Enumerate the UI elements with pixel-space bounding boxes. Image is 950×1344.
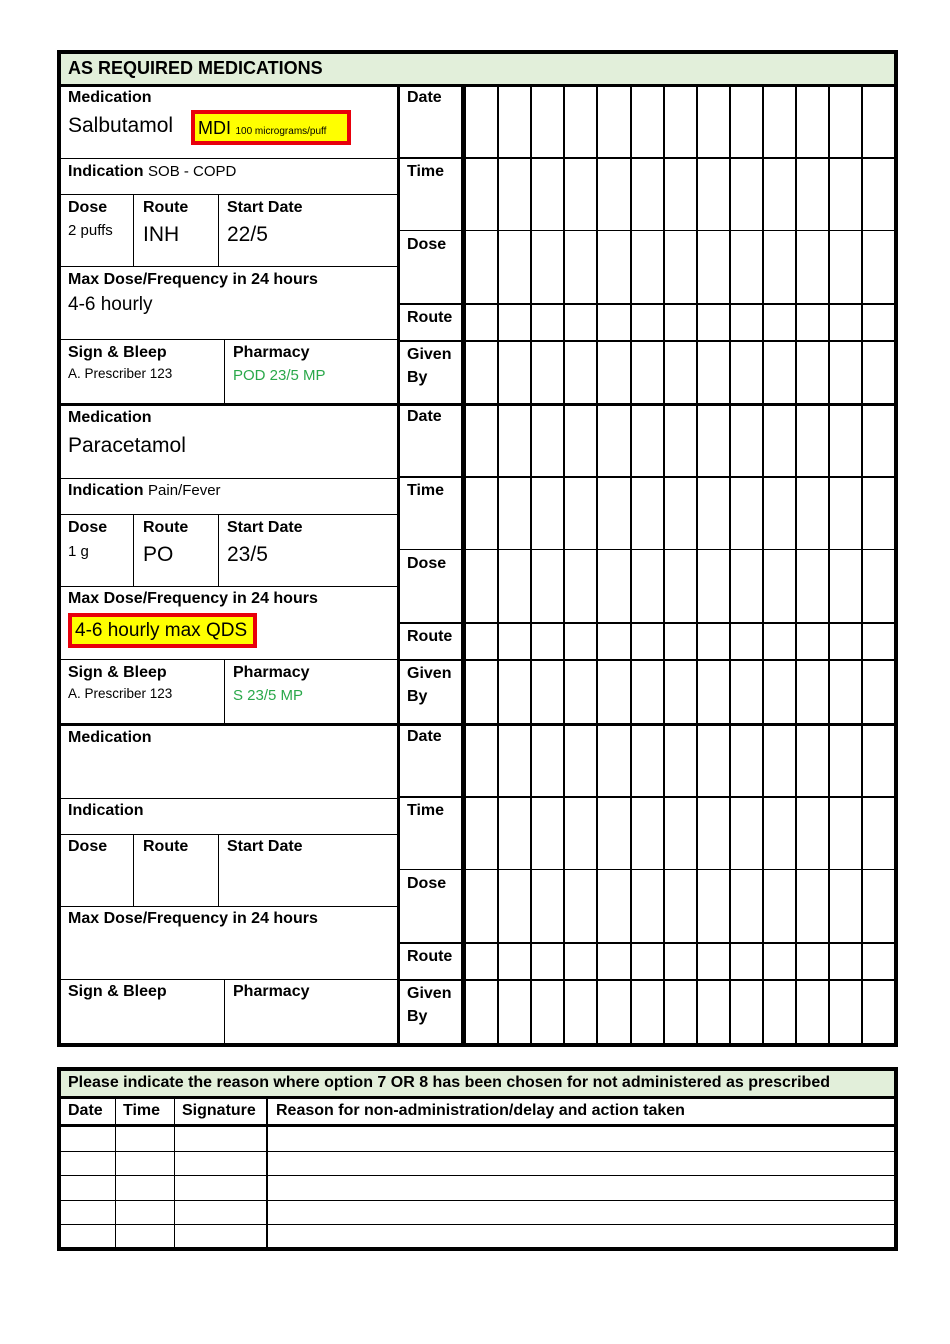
- reason-col-reason: Reason for non-administration/delay and action taken: [276, 1102, 685, 1119]
- administration-cell[interactable]: [499, 478, 530, 549]
- administration-cell[interactable]: [797, 798, 828, 869]
- administration-cell[interactable]: [532, 944, 563, 979]
- grid-row-line: [400, 549, 894, 550]
- start-date-label: Start Date: [227, 199, 303, 216]
- administration-cell[interactable]: [731, 725, 762, 796]
- sign-bleep-label: Sign & Bleep: [68, 344, 167, 361]
- reason-cell[interactable]: [268, 1176, 894, 1199]
- grid-label-route: Route: [407, 948, 453, 965]
- administration-cell[interactable]: [698, 551, 729, 622]
- administration-cell[interactable]: [532, 305, 563, 340]
- grid-label-date: Date: [407, 89, 442, 106]
- administration-cell[interactable]: [632, 551, 663, 622]
- administration-cell[interactable]: [863, 478, 894, 549]
- administration-cell[interactable]: [665, 624, 696, 659]
- administration-cell[interactable]: [532, 981, 563, 1044]
- indication-value: SOB - COPD: [148, 163, 237, 180]
- administration-cell[interactable]: [731, 661, 762, 723]
- administration-cell[interactable]: [499, 944, 530, 979]
- administration-cell[interactable]: [532, 871, 563, 942]
- reason-cell[interactable]: [175, 1201, 268, 1224]
- administration-cell[interactable]: [731, 232, 762, 303]
- administration-cell[interactable]: [665, 405, 696, 476]
- administration-cell[interactable]: [797, 725, 828, 796]
- administration-cell[interactable]: [499, 86, 530, 157]
- administration-cell[interactable]: [632, 478, 663, 549]
- medication-label: Medication: [68, 729, 152, 746]
- administration-cell[interactable]: [830, 405, 861, 476]
- administration-cell[interactable]: [632, 798, 663, 869]
- administration-cell[interactable]: [731, 342, 762, 403]
- administration-cell[interactable]: [764, 342, 795, 403]
- administration-cell[interactable]: [797, 478, 828, 549]
- administration-cell[interactable]: [665, 871, 696, 942]
- administration-cell[interactable]: [466, 981, 497, 1044]
- reason-cell[interactable]: [175, 1128, 268, 1151]
- administration-cell[interactable]: [830, 871, 861, 942]
- reason-cell[interactable]: [268, 1152, 894, 1175]
- administration-cell[interactable]: [830, 981, 861, 1044]
- administration-cell[interactable]: [797, 159, 828, 230]
- administration-cell[interactable]: [598, 305, 630, 340]
- administration-cell[interactable]: [532, 725, 563, 796]
- administration-cell[interactable]: [466, 944, 497, 979]
- administration-cell[interactable]: [598, 478, 630, 549]
- grid-label-date: Date: [407, 408, 442, 425]
- administration-cell[interactable]: [863, 661, 894, 723]
- administration-cell[interactable]: [598, 661, 630, 723]
- administration-cell[interactable]: [698, 725, 729, 796]
- grid-row-line: [400, 869, 894, 870]
- administration-cell[interactable]: [632, 342, 663, 403]
- administration-cell[interactable]: [598, 725, 630, 796]
- administration-cell[interactable]: [698, 661, 729, 723]
- reason-col-date: Date: [68, 1102, 103, 1119]
- reason-cell[interactable]: [116, 1128, 175, 1151]
- administration-cell[interactable]: [499, 871, 530, 942]
- administration-cell[interactable]: [466, 159, 497, 230]
- administration-cell[interactable]: [665, 725, 696, 796]
- administration-cell[interactable]: [499, 232, 530, 303]
- administration-cell[interactable]: [598, 342, 630, 403]
- administration-cell[interactable]: [797, 232, 828, 303]
- administration-cell[interactable]: [731, 981, 762, 1044]
- administration-cell[interactable]: [830, 624, 861, 659]
- administration-cell[interactable]: [499, 159, 530, 230]
- administration-cell[interactable]: [830, 305, 861, 340]
- administration-cell[interactable]: [731, 944, 762, 979]
- administration-cell[interactable]: [466, 551, 497, 622]
- administration-cell[interactable]: [863, 232, 894, 303]
- administration-cell[interactable]: [466, 86, 497, 157]
- dose-label: Dose: [68, 199, 108, 216]
- max-dose-value: 4-6 hourly: [68, 294, 153, 315]
- administration-cell[interactable]: [698, 342, 729, 403]
- administration-cell[interactable]: [797, 981, 828, 1044]
- reason-cell[interactable]: [60, 1201, 116, 1224]
- administration-cell[interactable]: [565, 159, 596, 230]
- administration-cell[interactable]: [499, 981, 530, 1044]
- administration-cell[interactable]: [565, 871, 596, 942]
- dose-value: 1 g: [68, 543, 89, 560]
- reason-cell[interactable]: [175, 1152, 268, 1175]
- administration-cell[interactable]: [565, 661, 596, 723]
- administration-cell[interactable]: [466, 661, 497, 723]
- administration-cell[interactable]: [598, 86, 630, 157]
- administration-cell[interactable]: [863, 551, 894, 622]
- administration-cell[interactable]: [565, 405, 596, 476]
- administration-cell[interactable]: [565, 342, 596, 403]
- route-value: PO: [143, 543, 174, 566]
- administration-cell[interactable]: [665, 551, 696, 622]
- administration-cell[interactable]: [565, 305, 596, 340]
- medication-form-highlight: [191, 110, 351, 145]
- administration-cell[interactable]: [466, 405, 497, 476]
- pharmacy-label: Pharmacy: [233, 664, 310, 681]
- administration-cell[interactable]: [632, 305, 663, 340]
- administration-cell[interactable]: [731, 478, 762, 549]
- pharmacy-label: Pharmacy: [233, 344, 310, 361]
- administration-cell[interactable]: [698, 405, 729, 476]
- administration-cell[interactable]: [565, 981, 596, 1044]
- administration-cell[interactable]: [499, 661, 530, 723]
- administration-cell[interactable]: [797, 624, 828, 659]
- main-table-title: AS REQUIRED MEDICATIONS: [68, 58, 323, 78]
- administration-cell[interactable]: [532, 551, 563, 622]
- grid-label-given: Given: [407, 665, 452, 682]
- administration-cell[interactable]: [731, 86, 762, 157]
- administration-cell[interactable]: [632, 159, 663, 230]
- administration-cell[interactable]: [598, 798, 630, 869]
- reason-cell[interactable]: [268, 1225, 894, 1248]
- max-dose-value: 4-6 hourly max QDS: [75, 620, 248, 641]
- grid-label-by: By: [407, 1008, 428, 1025]
- administration-cell[interactable]: [632, 871, 663, 942]
- administration-cell[interactable]: [797, 871, 828, 942]
- administration-cell[interactable]: [565, 944, 596, 979]
- administration-cell[interactable]: [863, 159, 894, 230]
- administration-cell[interactable]: [764, 305, 795, 340]
- pharmacy-value: S 23/5 MP: [233, 687, 304, 704]
- administration-cell[interactable]: [830, 86, 861, 157]
- administration-cell[interactable]: [598, 551, 630, 622]
- administration-cell[interactable]: [830, 551, 861, 622]
- indication-value: Pain/Fever: [148, 482, 221, 499]
- administration-cell[interactable]: [499, 725, 530, 796]
- grid-label-time: Time: [407, 163, 445, 180]
- administration-cell[interactable]: [466, 305, 497, 340]
- administration-cell[interactable]: [698, 624, 729, 659]
- administration-cell[interactable]: [863, 405, 894, 476]
- administration-cell[interactable]: [499, 305, 530, 340]
- dose-label: Dose: [68, 838, 108, 855]
- administration-cell[interactable]: [764, 159, 795, 230]
- administration-cell[interactable]: [731, 159, 762, 230]
- administration-cell[interactable]: [532, 478, 563, 549]
- grid-label-by: By: [407, 369, 428, 386]
- administration-cell[interactable]: [632, 405, 663, 476]
- administration-cell[interactable]: [466, 725, 497, 796]
- administration-cell[interactable]: [764, 478, 795, 549]
- grid-label-dose: Dose: [407, 555, 447, 572]
- administration-cell[interactable]: [499, 342, 530, 403]
- medication-label: Medication: [68, 409, 152, 426]
- administration-cell[interactable]: [532, 798, 563, 869]
- administration-cell[interactable]: [797, 86, 828, 157]
- administration-cell[interactable]: [764, 981, 795, 1044]
- administration-cell[interactable]: [532, 232, 563, 303]
- administration-cell[interactable]: [499, 624, 530, 659]
- reason-col-signature: Signature: [182, 1102, 256, 1119]
- administration-cell[interactable]: [632, 232, 663, 303]
- max-dose-label: Max Dose/Frequency in 24 hours: [68, 910, 318, 927]
- administration-cell[interactable]: [731, 551, 762, 622]
- medication-strength: 100 micrograms/puff: [235, 126, 327, 137]
- administration-cell[interactable]: [532, 661, 563, 723]
- administration-cell[interactable]: [698, 981, 729, 1044]
- administration-cell[interactable]: [665, 159, 696, 230]
- reason-cell[interactable]: [60, 1128, 116, 1151]
- administration-cell[interactable]: [830, 798, 861, 869]
- administration-cell[interactable]: [665, 342, 696, 403]
- administration-cell[interactable]: [665, 478, 696, 549]
- administration-cell[interactable]: [632, 661, 663, 723]
- reason-cell[interactable]: [116, 1225, 175, 1248]
- indication-label: Indication: [68, 163, 144, 180]
- reason-cell[interactable]: [268, 1201, 894, 1224]
- administration-cell[interactable]: [665, 944, 696, 979]
- reason-cell[interactable]: [116, 1152, 175, 1175]
- reason-cell[interactable]: [116, 1201, 175, 1224]
- administration-cell[interactable]: [797, 661, 828, 723]
- administration-cell[interactable]: [764, 624, 795, 659]
- pharmacy-label: Pharmacy: [233, 983, 310, 1000]
- administration-cell[interactable]: [863, 981, 894, 1044]
- administration-cell[interactable]: [665, 232, 696, 303]
- grid-label-route: Route: [407, 628, 453, 645]
- route-label: Route: [143, 199, 189, 216]
- administration-cell[interactable]: [863, 86, 894, 157]
- administration-cell[interactable]: [830, 478, 861, 549]
- administration-cell[interactable]: [863, 305, 894, 340]
- administration-cell[interactable]: [764, 86, 795, 157]
- administration-cell[interactable]: [532, 405, 563, 476]
- administration-cell[interactable]: [764, 798, 795, 869]
- administration-cell[interactable]: [698, 86, 729, 157]
- administration-cell[interactable]: [698, 159, 729, 230]
- administration-cell[interactable]: [466, 624, 497, 659]
- administration-cell[interactable]: [698, 305, 729, 340]
- administration-cell[interactable]: [499, 798, 530, 869]
- administration-cell[interactable]: [764, 551, 795, 622]
- administration-cell[interactable]: [830, 159, 861, 230]
- administration-cell[interactable]: [499, 405, 530, 476]
- grid-label-dose: Dose: [407, 236, 447, 253]
- max-dose-label: Max Dose/Frequency in 24 hours: [68, 271, 318, 288]
- administration-cell[interactable]: [466, 232, 497, 303]
- max-dose-label: Max Dose/Frequency in 24 hours: [68, 590, 318, 607]
- route-label: Route: [143, 519, 189, 536]
- reason-cell[interactable]: [116, 1176, 175, 1199]
- administration-cell[interactable]: [731, 624, 762, 659]
- start-date-label: Start Date: [227, 519, 303, 536]
- medication-name: Paracetamol: [68, 434, 186, 457]
- administration-cell[interactable]: [632, 944, 663, 979]
- administration-cell[interactable]: [863, 342, 894, 403]
- administration-cell[interactable]: [797, 305, 828, 340]
- administration-cell[interactable]: [698, 478, 729, 549]
- administration-cell[interactable]: [598, 624, 630, 659]
- pharmacy-value: POD 23/5 MP: [233, 367, 326, 384]
- administration-cell[interactable]: [565, 624, 596, 659]
- administration-cell[interactable]: [764, 725, 795, 796]
- administration-cell[interactable]: [764, 661, 795, 723]
- administration-cell[interactable]: [797, 944, 828, 979]
- reason-table-title: Please indicate the reason where option 7 OR 8 has been chosen for not administered as prescribed: [68, 1074, 830, 1091]
- administration-cell[interactable]: [698, 871, 729, 942]
- grid-label-date: Date: [407, 728, 442, 745]
- administration-cell[interactable]: [532, 624, 563, 659]
- administration-cell[interactable]: [863, 624, 894, 659]
- administration-cell[interactable]: [764, 944, 795, 979]
- administration-cell[interactable]: [532, 159, 563, 230]
- administration-cell[interactable]: [764, 405, 795, 476]
- administration-cell[interactable]: [565, 232, 596, 303]
- administration-cell[interactable]: [532, 342, 563, 403]
- reason-cell[interactable]: [175, 1225, 268, 1248]
- indication-label: Indication: [68, 482, 144, 499]
- route-value: INH: [143, 223, 180, 246]
- dose-label: Dose: [68, 519, 108, 536]
- administration-cell[interactable]: [731, 871, 762, 942]
- administration-cell[interactable]: [665, 981, 696, 1044]
- administration-cell[interactable]: [598, 944, 630, 979]
- administration-cell[interactable]: [632, 725, 663, 796]
- administration-cell[interactable]: [466, 478, 497, 549]
- administration-cell[interactable]: [565, 725, 596, 796]
- administration-cell[interactable]: [797, 405, 828, 476]
- administration-cell[interactable]: [731, 405, 762, 476]
- administration-cell[interactable]: [632, 981, 663, 1044]
- administration-cell[interactable]: [731, 798, 762, 869]
- administration-cell[interactable]: [565, 551, 596, 622]
- administration-cell[interactable]: [598, 405, 630, 476]
- administration-cell[interactable]: [466, 871, 497, 942]
- administration-cell[interactable]: [598, 159, 630, 230]
- medication-label: Medication: [68, 89, 152, 106]
- route-label: Route: [143, 838, 189, 855]
- administration-cell[interactable]: [863, 725, 894, 796]
- administration-cell[interactable]: [598, 871, 630, 942]
- administration-cell[interactable]: [632, 624, 663, 659]
- grid-label-time: Time: [407, 482, 445, 499]
- start-date-value: 23/5: [227, 543, 268, 566]
- administration-cell[interactable]: [698, 232, 729, 303]
- sign-bleep-value: A. Prescriber 123: [68, 366, 173, 381]
- grid-column-line: [894, 84, 896, 1044]
- sign-bleep-value: A. Prescriber 123: [68, 686, 173, 701]
- grid-label-given: Given: [407, 346, 452, 363]
- administration-cell[interactable]: [466, 798, 497, 869]
- administration-cell[interactable]: [598, 981, 630, 1044]
- reason-col-time: Time: [123, 1102, 161, 1119]
- administration-cell[interactable]: [830, 342, 861, 403]
- indication-label: Indication: [68, 802, 144, 819]
- administration-cell[interactable]: [830, 725, 861, 796]
- dose-value: 2 puffs: [68, 222, 113, 239]
- administration-cell[interactable]: [830, 661, 861, 723]
- reason-cell[interactable]: [175, 1176, 268, 1199]
- administration-cell[interactable]: [863, 944, 894, 979]
- administration-cell[interactable]: [863, 798, 894, 869]
- start-date-label: Start Date: [227, 838, 303, 855]
- max-dose-highlight: [68, 613, 257, 648]
- administration-cell[interactable]: [698, 798, 729, 869]
- administration-cell[interactable]: [797, 551, 828, 622]
- grid-row-line: [400, 230, 894, 231]
- administration-cell[interactable]: [830, 232, 861, 303]
- grid-label-given: Given: [407, 985, 452, 1002]
- administration-cell[interactable]: [632, 86, 663, 157]
- administration-cell[interactable]: [830, 944, 861, 979]
- administration-cell[interactable]: [532, 86, 563, 157]
- start-date-value: 22/5: [227, 223, 268, 246]
- sign-bleep-label: Sign & Bleep: [68, 983, 167, 1000]
- administration-cell[interactable]: [797, 342, 828, 403]
- grid-label-route: Route: [407, 309, 453, 326]
- reason-cell[interactable]: [60, 1225, 116, 1248]
- administration-cell[interactable]: [665, 798, 696, 869]
- medication-form: MDI: [198, 118, 231, 138]
- grid-label-by: By: [407, 688, 428, 705]
- administration-cell[interactable]: [565, 86, 596, 157]
- administration-cell[interactable]: [665, 305, 696, 340]
- administration-cell[interactable]: [731, 305, 762, 340]
- reason-cell[interactable]: [60, 1152, 116, 1175]
- administration-cell[interactable]: [565, 478, 596, 549]
- grid-label-time: Time: [407, 802, 445, 819]
- administration-cell[interactable]: [466, 342, 497, 403]
- administration-cell[interactable]: [764, 232, 795, 303]
- administration-cell[interactable]: [863, 871, 894, 942]
- sign-bleep-label: Sign & Bleep: [68, 664, 167, 681]
- administration-cell[interactable]: [499, 551, 530, 622]
- reason-cell[interactable]: [268, 1128, 894, 1151]
- administration-cell[interactable]: [598, 232, 630, 303]
- reason-cell[interactable]: [60, 1176, 116, 1199]
- administration-cell[interactable]: [565, 798, 596, 869]
- administration-cell[interactable]: [698, 944, 729, 979]
- administration-cell[interactable]: [764, 871, 795, 942]
- medication-name: Salbutamol: [68, 114, 174, 137]
- administration-cell[interactable]: [665, 86, 696, 157]
- grid-label-dose: Dose: [407, 875, 447, 892]
- administration-cell[interactable]: [665, 661, 696, 723]
